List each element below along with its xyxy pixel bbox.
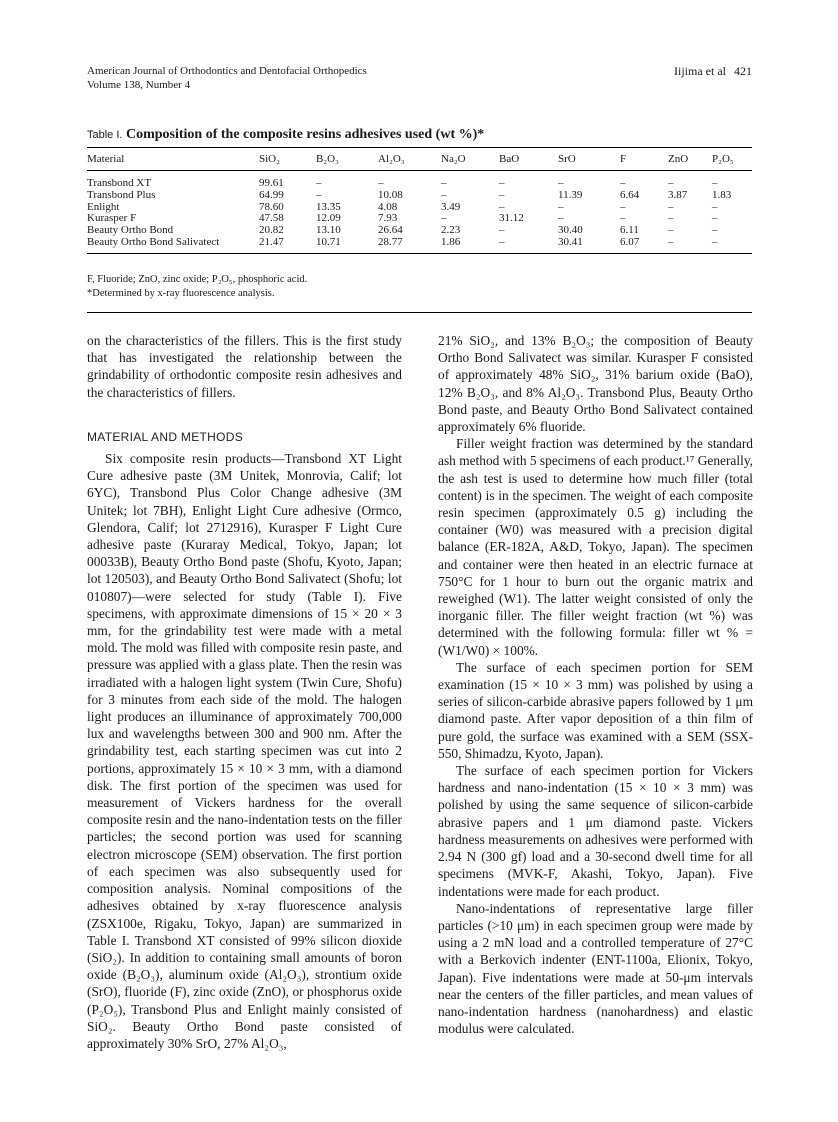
left-text-column [87, 332, 402, 1052]
table-cell: – [441, 177, 447, 189]
col-header: SiO₂ [259, 148, 316, 171]
table-cell: – [668, 212, 674, 225]
section-divider [87, 312, 752, 313]
table-footnotes [87, 273, 307, 301]
table-cell: – [712, 224, 718, 237]
table-title: Composition of the composite resins adhesives used (wt %)* [125, 127, 485, 142]
col-header: BaO [499, 148, 558, 171]
table-cell: Beauty Ortho Bond Salivatect [87, 235, 220, 248]
table-cell: – [441, 188, 447, 201]
table-cell: – [316, 188, 322, 201]
paragraph-vickers: The surface of each specimen portion for Vickers hardness and nano-indentation (15 × 10 × 3 mm) was polished by using the same sequence of silicon-carbide abrasive papers and 1 μm diamond paste. Vickers hardness measurements on adhesives were performed with 2.94 N (300 gf) load and a 30-second dwell time for all specimens (MVK-F, Akashi, Tokyo, Japan). Five indentations were made for each product. [438, 763, 753, 899]
table-cell: – [620, 177, 626, 189]
table-cell: 30.40 [558, 224, 583, 237]
right-text-column [438, 332, 753, 1037]
table-cell: 20.82 [259, 224, 284, 237]
table-cell: 3.49 [441, 200, 461, 213]
paragraph-intro-end: on the characteristics of the fillers. This is the first study that has investigated the relationship between the grindability of orthodontic composite resin adhesives and the characteristics of fillers. [87, 333, 402, 400]
table-cell: – [441, 212, 447, 225]
paragraph-filler-weight: Filler weight fraction was determined by the standard ash method with 5 specimens of each product.¹⁷ Generally, the ash test is used to determine how much filler (total content) is in the specimen. The weight of each composite resin specimen (approximately 0.5 g) including the container (W0) was measured with a precision digital balance (ER-182A, A&D, Tokyo, Japan). The specimen and container were then heated in an electric furnace at 750°C for 1 hour to burn out the organic matrix and reweighed (W1). The latter weight consisted of only the inorganic filler. The filler weight fraction (wt %) was determined with the following formula: filler wt % = (W1/W0) × 100%. [438, 436, 753, 658]
table-cell: Transbond XT [87, 177, 152, 189]
page-number: 421 [734, 64, 752, 78]
table-cell: 30.41 [558, 235, 583, 248]
paragraph-materials: Six composite resin products—Transbond XT Light Cure adhesive paste (3M Unitek, Monrovia, Calif; lot 6YC), Transbond Plus Color Change adhesive (3M Unitek; lot 7BH), Enlight Light Cure adhesive (Ormco, Glendora, Calif; lot 2712916), Kurasper F Light Cure adhesive paste (Kuraray Medical, Tokyo, Japan; lot 00033B), Beauty Ortho Bond paste (Shofu, Kyoto, Japan; lot 120503), and Beauty Ortho Bond Salivatect (Shofu; lot 010807)—were selected for study (Table I). Five specimens, with approximate dimensions of 15 × 20 × 3 mm, for the grindability test were made with a metal mold. The mold was filled with composite resin paste, and pressure was applied with a glass plate. Then the resin was irradiated with a halogen light system (Twin Cure, Shofu) for 3 minutes from each side of the mold. The halogen light produces an illuminance of approximately 700,000 lux and wavelengths between 300 and 900 nm. After the grindability test, each starting specimen was cut into 2 portions, approximately 15 × 10 × 3 mm, with a diamond disk. The first portion of the specimen was used for measurement of Vickers hardness for the overall composite resin and the nano-indentation tests on the filler particles; the second portion was used for scanning electron microscope (SEM) observation. The first portion of each specimen was also subsequently used for composition analysis. Nominal compositions of the adhesives obtained by x-ray fluorescence analysis (ZSX100e, Rigaku, Tokyo, Japan) are summarized in Table I. Transbond XT consisted of 99% silicon dioxide (SiO₂). In addition to containing small amounts of boron oxide (B₂O₃), aluminum oxide (Al₂O₃), strontium oxide (SrO), fluoride (F), zinc oxide (ZnO), or phosphorus oxide (P₂O₅), Transbond Plus and Enlight mainly consisted of SiO₂. Beauty Ortho Bond paste consisted of approximately 30% SrO, 27% Al₂O₃, [87, 451, 402, 1051]
running-header [87, 64, 367, 92]
table-cell: 78.60 [259, 200, 284, 213]
table-cell: – [558, 177, 564, 189]
col-header: P₂O₅ [712, 148, 752, 171]
table-cell: Transbond Plus [87, 188, 156, 201]
table-cell: – [668, 224, 674, 237]
journal-volume: Volume 138, Number 4 [87, 79, 191, 91]
table-row [87, 190, 752, 202]
table-cell: – [558, 200, 564, 213]
col-header: Na₂O [441, 148, 499, 171]
col-header: F [620, 148, 668, 171]
table-row [87, 213, 752, 225]
table-cell: 2.23 [441, 224, 461, 237]
table-row [87, 237, 752, 253]
page-header-right [674, 64, 752, 79]
table-footnote-method: *Determined by x-ray fluorescence analysis. [87, 288, 275, 299]
table-cell: – [668, 200, 674, 213]
table-cell: – [668, 177, 674, 189]
section-heading: MATERIAL AND METHODS [87, 429, 244, 444]
table-cell: 6.07 [620, 235, 640, 248]
table-cell: 13.10 [316, 224, 341, 237]
table-row [87, 171, 752, 190]
table-cell: – [499, 188, 505, 201]
col-header: ZnO [668, 148, 712, 171]
table-cell: – [378, 177, 384, 189]
table-cell: 6.11 [620, 224, 639, 237]
table-cell: 4.08 [378, 200, 398, 213]
col-header: Material [87, 148, 259, 171]
table-row [87, 202, 752, 214]
paragraph-nanoindentation: Nano-indentations of representative large filler particles (>10 μm) in each specimen group were made by using a 2 mN load and a controlled temperature of 27°C with a Berkovich indenter (ENT-1100a, Elionix, Tokyo, Japan). Five indentations were made at 50-μm intervals near the centers of the filler particles, and mean values of nano-indentation hardness (nanohardness) and elastic modulus were calculated. [438, 900, 753, 1037]
table-cell: – [499, 200, 505, 213]
table-cell: 26.64 [378, 224, 403, 237]
table-cell: 21.47 [259, 235, 284, 248]
table-cell: – [712, 235, 718, 248]
table-cell: – [712, 177, 718, 189]
paragraph-sem: The surface of each specimen portion for SEM examination (15 × 10 × 3 mm) was polished by using a series of silicon-carbide abrasive papers followed by 1 μm diamond paste. After vapor deposition of a thin film of pure gold, the surface was examined with a SEM (SSX-550, Shimadzu, Kyoto, Japan). [438, 659, 753, 761]
table-header-row [87, 148, 752, 171]
table-cell: Enlight [87, 200, 120, 213]
col-header: B₂O₃ [316, 148, 378, 171]
table-cell: – [712, 212, 718, 225]
table-cell: – [499, 235, 505, 248]
table-cell: 47.58 [259, 212, 284, 225]
author-running-head: Iijima et al [674, 64, 726, 78]
table-cell: 10.08 [378, 188, 403, 201]
table-cell: 10.71 [316, 235, 341, 248]
table-cell: – [620, 200, 626, 213]
table-cell: – [712, 200, 718, 213]
table-cell: 13.35 [316, 200, 341, 213]
table-cell: 7.93 [378, 212, 398, 225]
table-cell: 31.12 [499, 212, 524, 225]
journal-name: American Journal of Orthodontics and Dentofacial Orthopedics [87, 65, 367, 77]
table-cell: 11.39 [558, 188, 583, 201]
table-label: Table I. [87, 129, 123, 141]
table-cell: – [620, 212, 626, 225]
table-cell: Beauty Ortho Bond [87, 224, 174, 237]
col-header: SrO [558, 148, 620, 171]
table-cell: – [668, 235, 674, 248]
table-cell: – [499, 177, 505, 189]
table-cell: 28.77 [378, 235, 403, 248]
table-cell: Kurasper F [87, 212, 137, 225]
table-cell: 12.09 [316, 212, 341, 225]
table-cell: – [316, 177, 322, 189]
table-cell: 1.83 [712, 188, 732, 201]
table-cell: – [499, 224, 505, 237]
table-cell: 3.87 [668, 188, 688, 201]
composition-table [87, 147, 752, 254]
col-header: Al₂O₃ [378, 148, 441, 171]
table-caption [87, 127, 484, 143]
table-cell: 1.86 [441, 235, 461, 248]
table-cell: – [558, 212, 564, 225]
table-footnote-abbreviations: F, Fluoride; ZnO, zinc oxide; P₂O₅, phosphoric acid. [87, 274, 308, 285]
table-cell: 6.64 [620, 188, 640, 201]
table-cell: 99.61 [259, 177, 284, 189]
paragraph-composition: 21% SiO₂, and 13% B₂O₃; the composition of Beauty Ortho Bond Salivatect was similar. Kurasper F consisted of approximately 48% SiO₂, 31% barium oxide (BaO), 12% B₂O₃, and 8% Al₂O₃. Transbond Plus, Beauty Ortho Bond paste, and Beauty Ortho Bond Salivatect contained approximately 6% fluoride. [438, 333, 753, 435]
table-cell: 64.99 [259, 188, 284, 201]
